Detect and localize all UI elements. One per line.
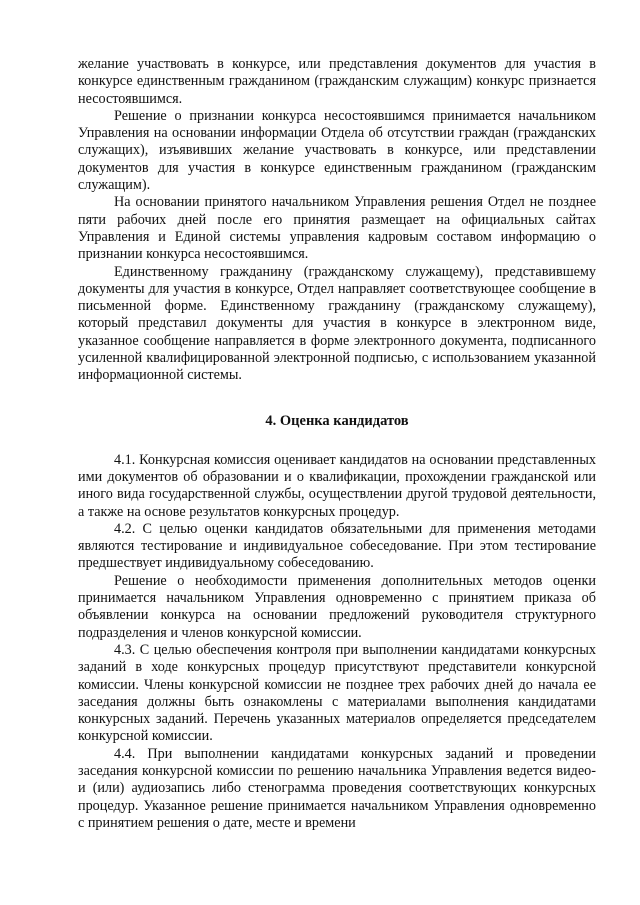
section-heading: 4. Оценка кандидатов [265, 412, 409, 429]
paragraph-4-2: 4.2. С целью оценки кандидатов обязательными для применения методами являются тестирование и индивидуальное собеседование. При этом тестирование предшествует индивидуальному собеседованию. [78, 520, 596, 572]
paragraph-4-1: 4.1. Конкурсная комиссия оценивает кандидатов на основании представленных ими документов об образовании и о квалификации, прохождении гражданской или иного вида государственной службы, осуществлении другой трудовой деятельности, а также на основе результатов конкурсных процедур. [78, 451, 596, 520]
paragraph: Решение о признании конкурса несостоявшимся принимается начальником Управления на основании информации Отдела об отсутствии граждан (гражданских служащих), изъявивших желание участвовать в конкурсе, или представлении документов для участия в конкурсе единственным гражданином (гражданским служащим). [78, 107, 596, 194]
paragraph: Единственному гражданину (гражданскому служащему), представившему документы для участия в конкурсе, Отдел направляет соответствующее сообщение в письменной форме. Единственному гражданину (гражданскому служащему), который представил документы для участия в конкурсе в электронном виде, указанное сообщение направляется в форме электронного документа, подписанного усиленной квалифицированной электронной подписью, с использованием указанной информационной системы. [78, 263, 596, 384]
paragraph-4-4: 4.4. При выполнении кандидатами конкурсных заданий и проведении заседания конкурсной комиссии по решению начальника Управления ведется видео- и (или) аудиозапись либо стенограмма проведения соответствующих конкурсных процедур. Указанное решение принимается начальником Управления одновременно с принятием решения о дате, месте и времени [78, 745, 596, 831]
document-page [78, 56, 596, 832]
paragraph-continuation: желание участвовать в конкурсе, или представления документов для участия в конкурсе единственным гражданином (гражданским служащим) конкурс признается несостоявшимся. [78, 56, 596, 107]
paragraph: На основании принятого начальником Управления решения Отдел не позднее пяти рабочих дней после его принятия размещает на официальных сайтах Управления и Единой системы управления кадровым составом информацию о признании конкурса несостоявшимся. [78, 194, 596, 263]
paragraph: Решение о необходимости применения дополнительных методов оценки принимается начальником Управления одновременно с принятием приказа об объявлении конкурса на основании предложений руководителя структурного подразделения и членов конкурсной комиссии. [78, 572, 596, 641]
paragraph-4-3: 4.3. С целью обеспечения контроля при выполнении кандидатами конкурсных заданий в ходе конкурсных процедур присутствуют представители конкурсной комиссии. Члены конкурсной комиссии не позднее трех рабочих дней до начала ее заседания должны быть ознакомлены с материалами выполнения кандидатами конкурсных заданий. Перечень указанных материалов определяется председателем конкурсной комиссии. [78, 641, 596, 745]
